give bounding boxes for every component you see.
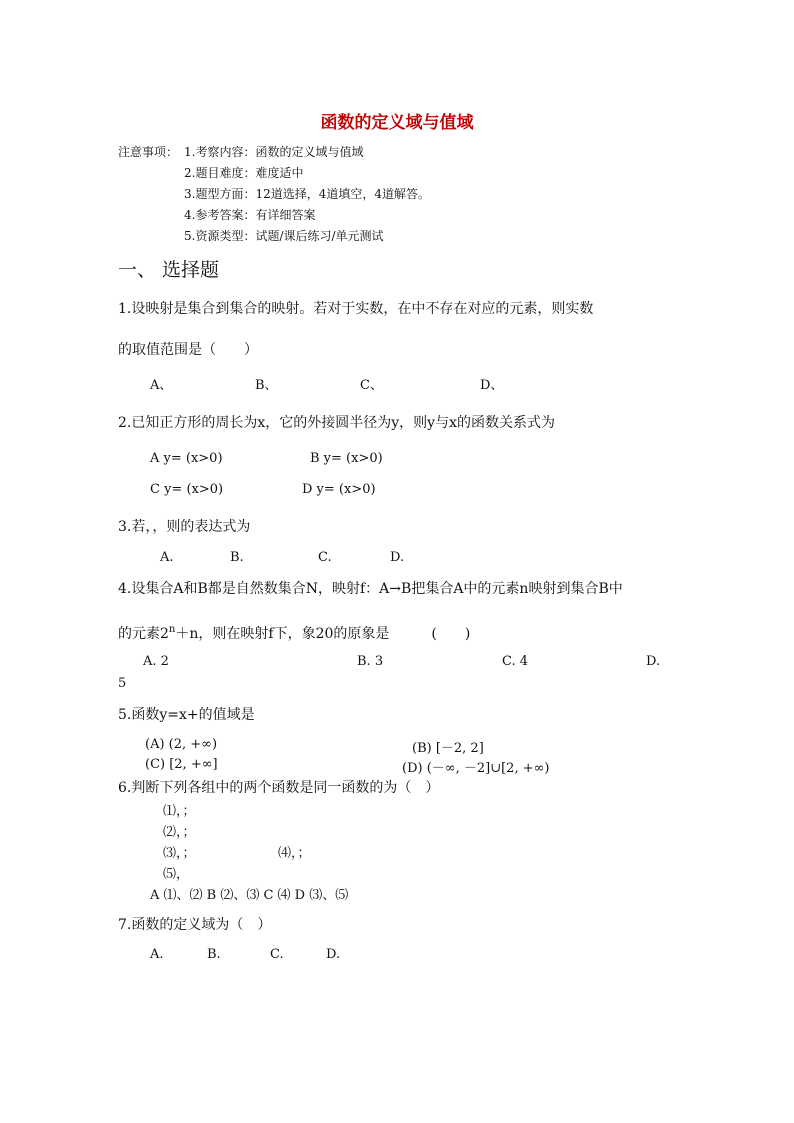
list-item: ⑴，； xyxy=(163,804,196,819)
option-d: (D) (－∞, －2]∪[2, +∞) xyxy=(402,761,550,776)
option-c: C. xyxy=(270,947,284,962)
option-b: (B) [－2, 2] xyxy=(412,741,484,756)
text-segment: 的元素2 xyxy=(118,626,169,642)
question-text: 的取值范围是（ ） xyxy=(118,342,258,358)
option-b: B. xyxy=(230,550,244,565)
option-a: A. xyxy=(160,550,174,565)
list-item: ⑶，； xyxy=(163,846,196,861)
option-a: A. 2 xyxy=(143,654,169,669)
note-item: 5.资源类型：试题/课后练习/单元测试 xyxy=(184,229,384,243)
text-segment: ＋n，则在映射f下，象20的原象是 ( ) xyxy=(175,626,471,642)
option-a: A. xyxy=(150,947,164,962)
option-b: B、 xyxy=(255,378,278,393)
option-c: C y= (x>0) xyxy=(150,482,224,497)
page-title: 函数的定义域与值域 xyxy=(320,113,474,133)
option-b: B y= (x>0) xyxy=(310,451,383,466)
option-d: D. xyxy=(646,654,661,669)
superscript: n xyxy=(168,624,176,635)
section-heading: 一、 选择题 xyxy=(118,259,220,281)
option-b: B. xyxy=(207,947,221,962)
note-item: 1.考察内容：函数的定义域与值域 xyxy=(184,145,364,159)
note-item: 3.题型方面：12道选择，4道填空，4道解答。 xyxy=(184,187,430,201)
notes-label: 注意事项： xyxy=(118,145,179,159)
question-text: 3.若，，则的表达式为 xyxy=(118,519,251,535)
option-c: C. xyxy=(318,550,332,565)
option-d: D y= (x>0) xyxy=(302,482,376,497)
option-a: A、 xyxy=(150,378,173,393)
option-c: C、 xyxy=(360,378,383,393)
option-b: B. 3 xyxy=(357,654,384,669)
question-text: 1.设映射是集合到集合的映射。若对于实数，在中不存在对应的元素，则实数 xyxy=(118,301,594,317)
note-item: 2.题目难度：难度适中 xyxy=(184,166,304,180)
list-item: ⑵，； xyxy=(163,825,196,840)
note-item: 4.参考答案：有详细答案 xyxy=(184,208,316,222)
question-text: 4.设集合A和B都是自然数集合N，映射f：A→B把集合A中的元素n映射到集合B中 xyxy=(118,581,623,597)
option-d: D. xyxy=(390,550,405,565)
option-d: D、 xyxy=(480,378,504,393)
option-c: C. 4 xyxy=(502,654,529,669)
option-d: D. xyxy=(326,947,341,962)
question-text: 5.函数y=x+的值域是 xyxy=(118,707,255,723)
question-text: 6.判断下列各组中的两个函数是同一函数的为（ ） xyxy=(118,780,440,796)
question-text: 2.已知正方形的周长为x，它的外接圆半径为y，则y与x的函数关系式为 xyxy=(118,415,555,431)
option-a: A y= (x>0) xyxy=(150,451,223,466)
answer-options: A ⑴、⑵ B ⑵、⑶ C ⑷ D ⑶、⑸ xyxy=(150,888,349,903)
question-text xyxy=(118,623,470,643)
option-a: (A) (2, +∞) xyxy=(145,737,218,752)
option-d-wrap: 5 xyxy=(118,676,127,691)
question-text: 7.函数的定义域为（ ） xyxy=(118,917,272,933)
list-item: ⑷，； xyxy=(278,846,311,861)
list-item: ⑸， xyxy=(163,867,190,882)
option-c: (C) [2, +∞] xyxy=(145,757,218,772)
